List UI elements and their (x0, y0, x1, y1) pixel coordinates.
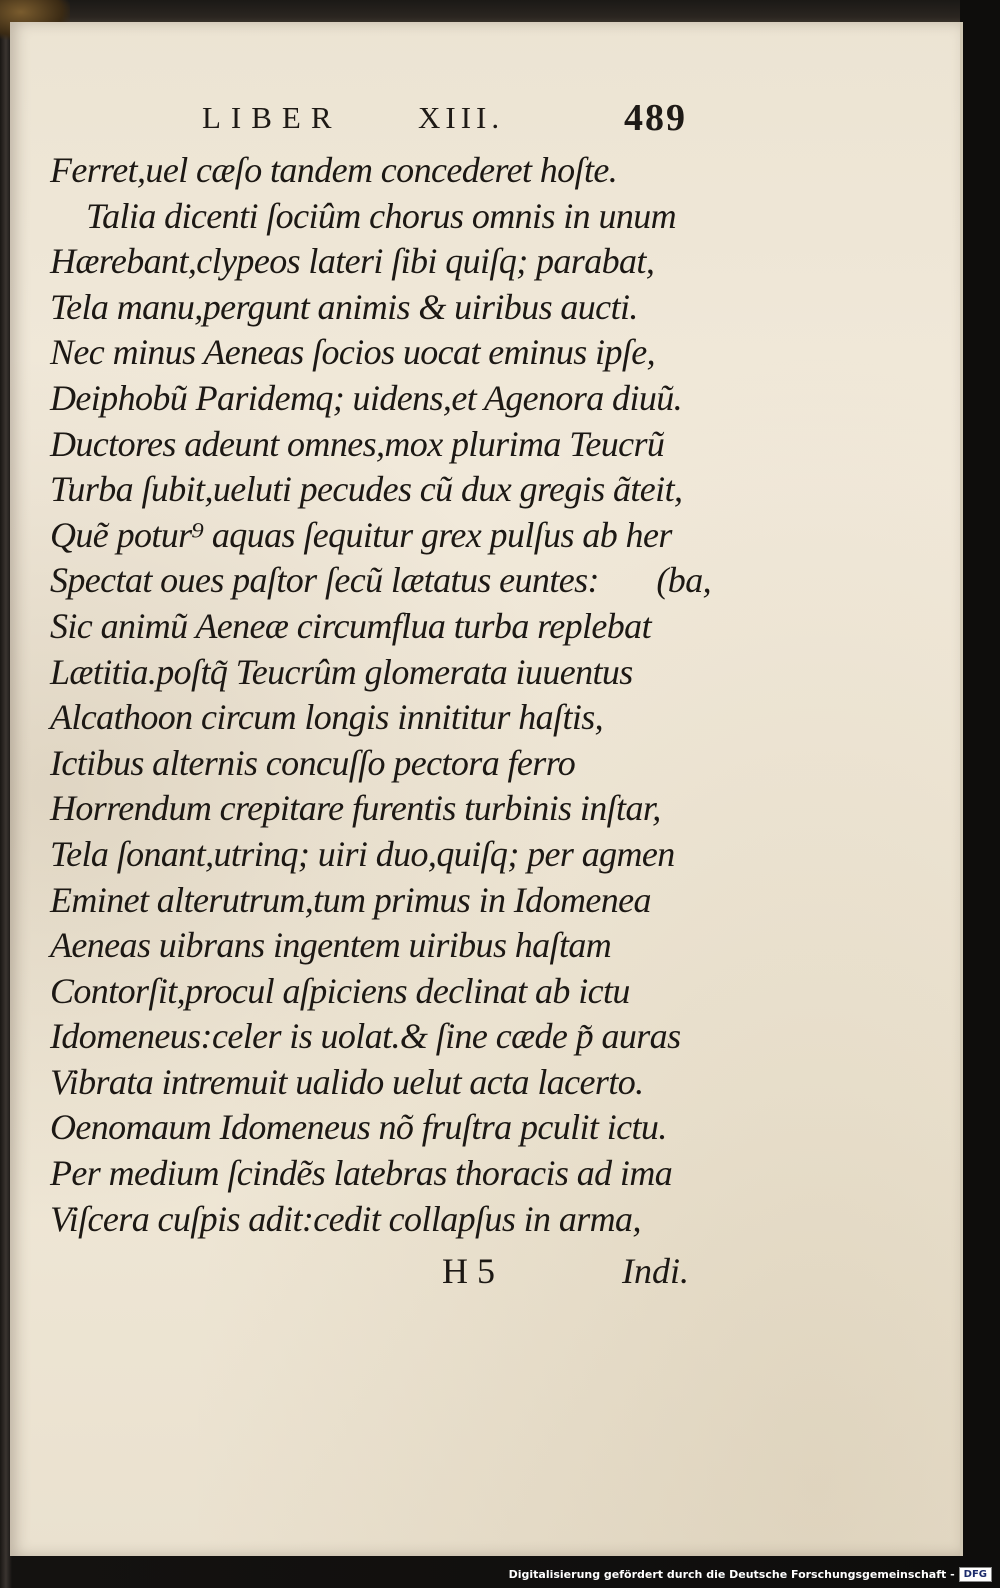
page-header (0, 98, 1000, 148)
verse-line: Contorſit,procul aſpiciens declinat ab ictu (50, 970, 630, 1011)
verse-line: Nec minus Aeneas ſocios uocat eminus ipſe, (50, 332, 656, 373)
verse-line: Ductores adeunt omnes,mox plurima Teucrũ (50, 423, 665, 464)
running-title: LIBER (202, 100, 342, 135)
digitization-credit (509, 1563, 992, 1585)
book-number: XIII. (418, 100, 505, 135)
verse-line: Talia dicenti ſociûm chorus omnis in unum (86, 195, 677, 236)
verse-line-with-turnover (50, 558, 710, 604)
verse-line: Vibrata intremuit ualido uelut acta lacerto. (50, 1061, 644, 1102)
verse-line: Tela manu,pergunt animis & uiribus aucti. (50, 286, 638, 327)
signature-mark: H 5 (442, 1251, 495, 1291)
page-top-fold (10, 0, 960, 24)
verse-line-text: Spectat oues paſtor ſecũ lætatus euntes: (50, 560, 599, 601)
verse-line: Sic animũ Aeneæ circumflua turba replebat (50, 605, 651, 646)
verse-line: Oenomaum Idomeneus nõ fruſtra pculit ictu. (50, 1107, 667, 1148)
verse-line: Aeneas uibrans ingentem uiribus haſtam (50, 925, 612, 966)
verse-line: Quẽ potur⁹ aquas ſequitur grex pulſus ab her (50, 514, 672, 555)
page-footer (0, 1250, 1000, 1300)
dfg-logo: DFG (959, 1567, 992, 1582)
verse-line: Viſcera cuſpis adit:cedit collapſus in arma, (50, 1198, 641, 1239)
verse-line: Ictibus alternis concuſſo pectora ferro (50, 742, 576, 783)
turnover-text: (ba, (656, 560, 711, 601)
verse-line: Turba ſubit,ueluti pecudes cũ dux gregis ãteit, (50, 469, 683, 510)
verse-line: Horrendum crepitare furentis turbinis inſtar, (50, 788, 661, 829)
verse-line: Eminet alterutrum,tum primus in Idomenea (50, 879, 651, 920)
credit-text: Digitalisierung gefördert durch die Deutsche Forschungsgemeinschaft - (508, 1567, 955, 1581)
verse-line: Ferret,uel cæſo tandem concederet hoſte. (50, 150, 618, 190)
verse-line: Lætitia.poſtq̃ Teucrûm glomerata iuuentus (50, 651, 633, 692)
page-number: 489 (624, 97, 687, 139)
verse-line: Tela ſonant,utrinq; uiri duo,quiſq; per agmen (50, 833, 675, 874)
verse-line: Alcathoon circum longis innititur haſtis, (50, 697, 604, 738)
catchword: Indi. (622, 1251, 689, 1291)
verse-line: Hærebant,clypeos lateri ſibi quiſq; parabat, (50, 241, 655, 282)
verse-line: Deiphobũ Paridemq; uidens,et Agenora diuũ. (50, 377, 683, 418)
verse-line: Idomeneus:celer is uolat.& ſine cæde p̃ auras (50, 1016, 681, 1057)
verse-line: Per medium ſcindẽs latebras thoracis ad ima (50, 1153, 673, 1194)
verse-text (50, 148, 710, 1242)
